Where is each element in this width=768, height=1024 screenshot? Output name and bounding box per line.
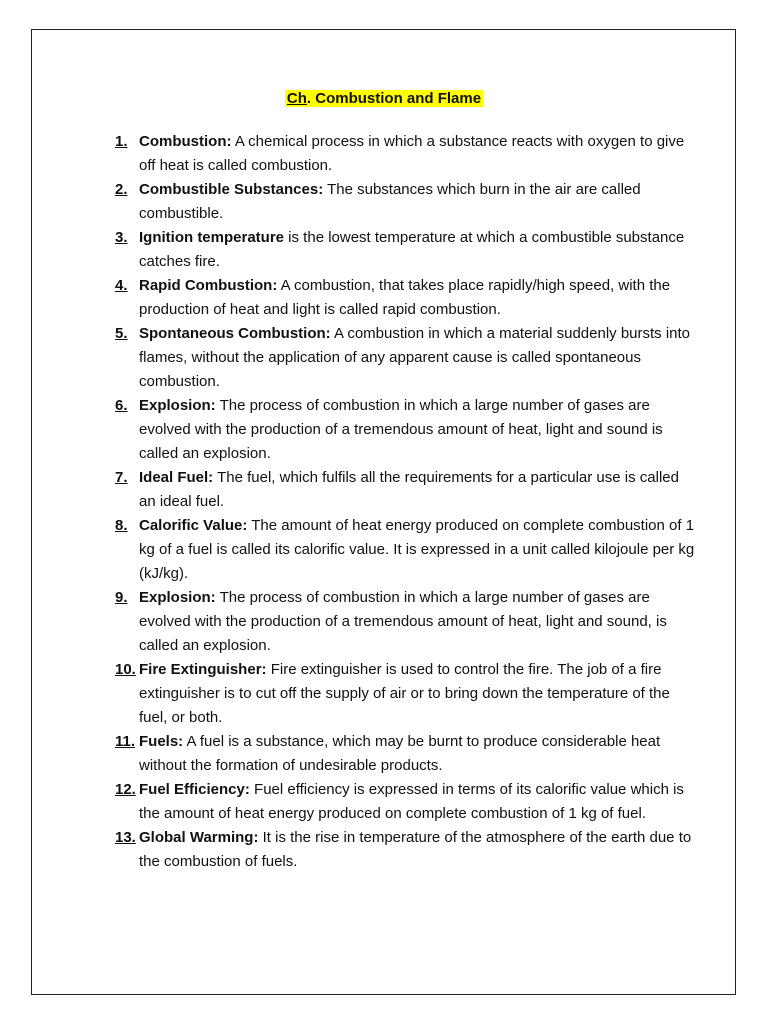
item-term: Global Warming: xyxy=(139,829,259,846)
item-text xyxy=(139,274,695,322)
item-text xyxy=(139,514,695,586)
item-number: 12. xyxy=(115,781,136,798)
title-text: . Combustion and Flame xyxy=(306,90,482,107)
item-definition: The fuel, which fulfils all the requirements for a particular use is called an ideal fuel. xyxy=(139,469,679,510)
item-number: 3. xyxy=(115,229,128,246)
item-definition: It is the rise in temperature of the atmosphere of the earth due to the combustion of fuels. xyxy=(139,829,692,870)
item-text xyxy=(139,226,695,274)
item-definition: The substances which burn in the air are called combustible. xyxy=(139,181,641,222)
item-number: 11. xyxy=(115,733,136,750)
list-item xyxy=(115,322,695,394)
item-term: Ideal Fuel: xyxy=(139,469,214,486)
list-item xyxy=(115,730,695,778)
item-number: 13. xyxy=(115,829,136,846)
item-text xyxy=(139,466,695,514)
item-term: Fire Extinguisher: xyxy=(139,661,267,678)
title-chapter-prefix: Ch xyxy=(286,90,307,107)
item-definition: Fire extinguisher is used to control the fire. The job of a fire extinguisher is to cut off the supply of air or to bring down the temperature of the fuel, or both. xyxy=(139,661,670,726)
item-number: 10. xyxy=(115,661,136,678)
list-item xyxy=(115,778,695,826)
list-item xyxy=(115,658,695,730)
item-number: 9. xyxy=(115,589,128,606)
item-term: Explosion: xyxy=(139,589,216,606)
list-item xyxy=(115,466,695,514)
item-text xyxy=(139,730,695,778)
list-item xyxy=(115,226,695,274)
item-definition: A chemical process in which a substance reacts with oxygen to give off heat is called combustion. xyxy=(139,133,685,174)
item-text xyxy=(139,586,695,658)
item-definition: A combustion in which a material suddenly bursts into flames, without the application of any apparent cause is called spontaneous combustion. xyxy=(139,325,691,390)
item-term: Combustible Substances: xyxy=(139,181,324,198)
item-number: 7. xyxy=(115,469,128,486)
item-term: Ignition temperature xyxy=(139,229,285,246)
item-number: 4. xyxy=(115,277,128,294)
item-definition: A fuel is a substance, which may be burnt to produce considerable heat without the formation of undesirable products. xyxy=(139,733,661,774)
item-number: 5. xyxy=(115,325,128,342)
title-highlight xyxy=(285,90,483,107)
item-term: Fuel Efficiency: xyxy=(139,781,250,798)
list-item xyxy=(115,394,695,466)
item-term: Rapid Combustion: xyxy=(139,277,278,294)
item-definition: Fuel efficiency is expressed in terms of its calorific value which is the amount of heat energy produced on complete combustion of 1 kg of fuel. xyxy=(139,781,684,822)
list-item xyxy=(115,274,695,322)
page-title xyxy=(0,89,768,108)
item-term: Explosion: xyxy=(139,397,216,414)
item-text xyxy=(139,778,695,826)
item-definition: The process of combustion in which a large number of gases are evolved with the production of a tremendous amount of heat, light and sound, is called an explosion. xyxy=(139,589,667,654)
list-item xyxy=(115,178,695,226)
list-item xyxy=(115,514,695,586)
definition-list xyxy=(115,130,695,874)
item-number: 8. xyxy=(115,517,128,534)
item-text xyxy=(139,826,695,874)
item-term: Fuels: xyxy=(139,733,184,750)
item-text xyxy=(139,178,695,226)
item-term: Combustion: xyxy=(139,133,232,150)
item-term: Calorific Value: xyxy=(139,517,248,534)
item-definition: A combustion, that takes place rapidly/high speed, with the production of heat and light is called rapid combustion. xyxy=(139,277,671,318)
item-definition: is the lowest temperature at which a combustible substance catches fire. xyxy=(139,229,685,270)
item-definition: The amount of heat energy produced on complete combustion of 1 kg of a fuel is called its calorific value. It is expressed in a unit called kilojoule per kg (kJ/kg). xyxy=(139,517,695,582)
item-number: 2. xyxy=(115,181,128,198)
item-definition: The process of combustion in which a large number of gases are evolved with the production of a tremendous amount of heat, light and sound is called an explosion. xyxy=(139,397,663,462)
item-text xyxy=(139,130,695,178)
list-item xyxy=(115,826,695,874)
item-text xyxy=(139,658,695,730)
item-term: Spontaneous Combustion: xyxy=(139,325,331,342)
list-item xyxy=(115,130,695,178)
item-text xyxy=(139,322,695,394)
item-text xyxy=(139,394,695,466)
item-number: 6. xyxy=(115,397,128,414)
item-number: 1. xyxy=(115,133,128,150)
list-item xyxy=(115,586,695,658)
